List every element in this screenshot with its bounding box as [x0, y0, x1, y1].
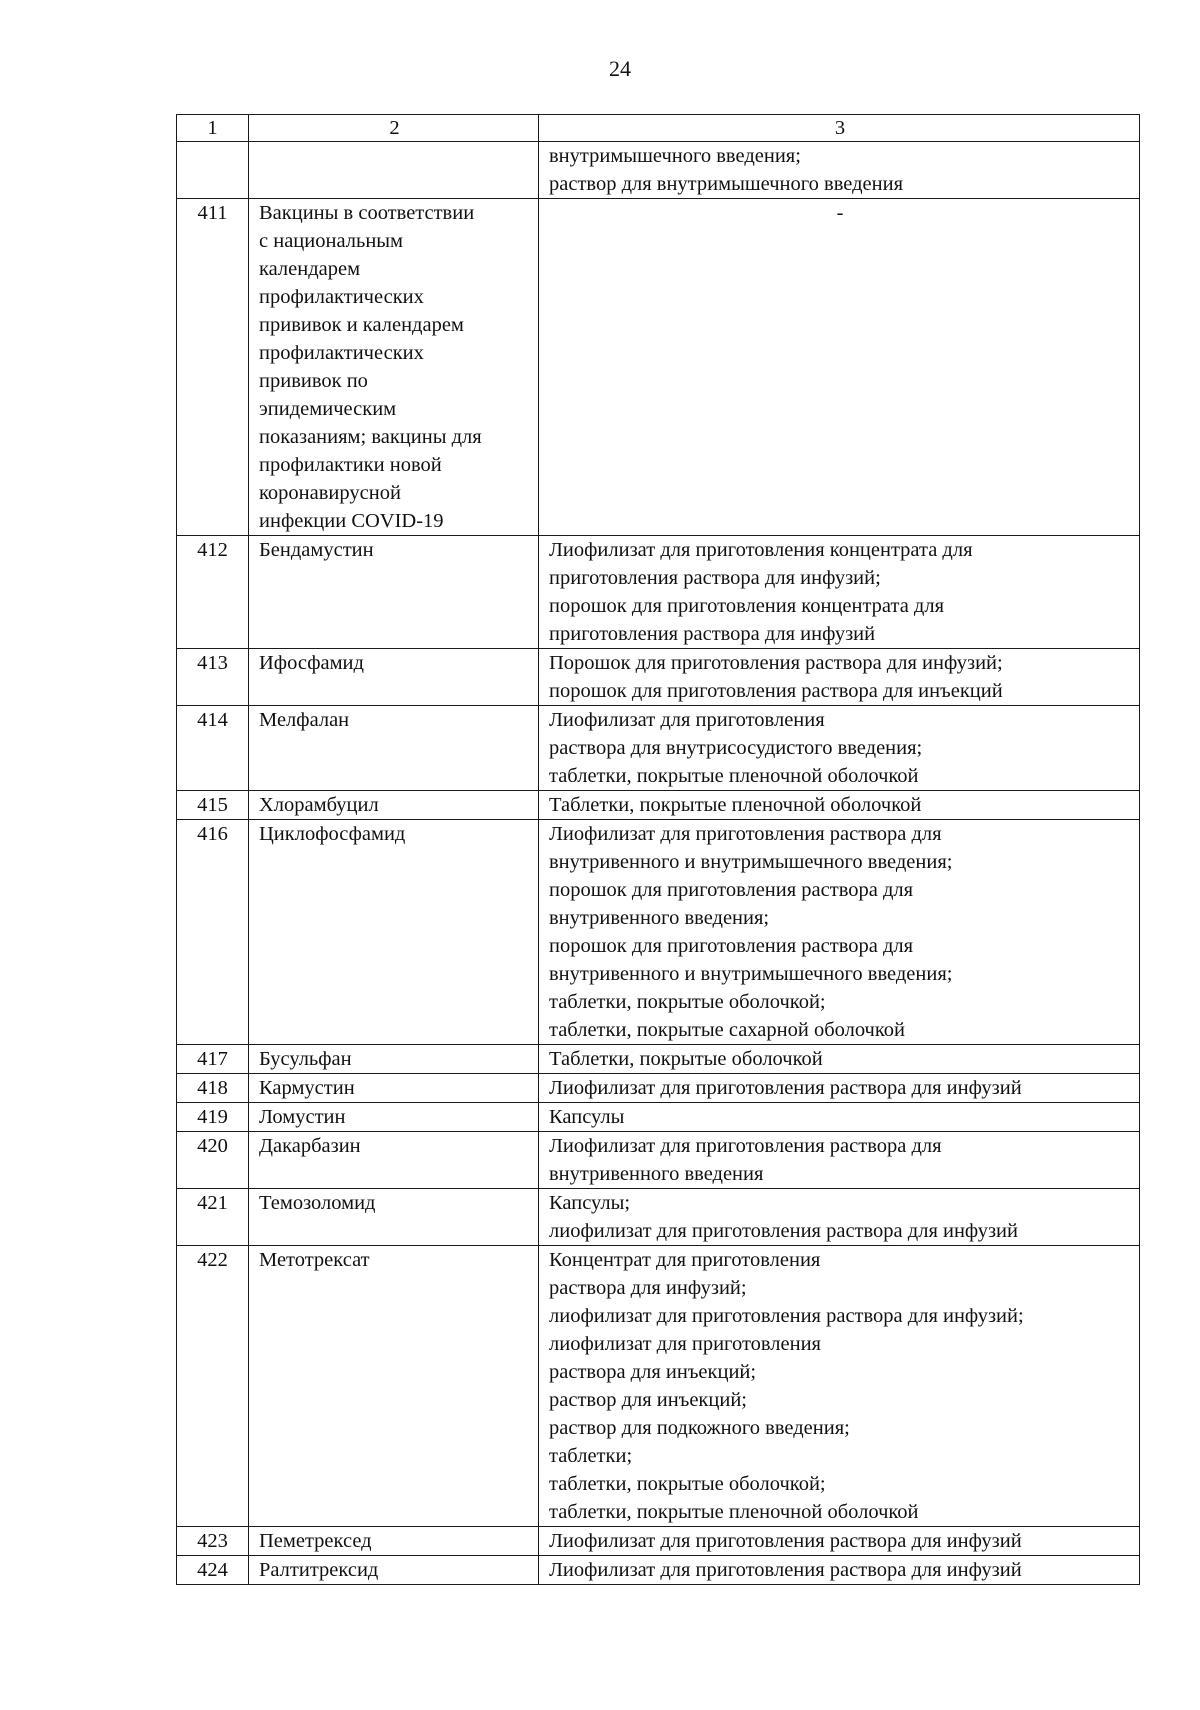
dosage-forms-cell — [539, 1556, 1140, 1585]
medicine-name-cell — [249, 1074, 539, 1103]
dosage-form-line: порошок для приготовления раствора для — [549, 935, 914, 957]
medicine-name-cell — [249, 1556, 539, 1585]
table-body — [177, 142, 1140, 1585]
dosage-form-line: Лиофилизат для приготовления раствора для — [549, 823, 942, 845]
row-number: 412 — [197, 539, 228, 561]
dosage-forms-cell — [539, 1527, 1140, 1556]
row-number: 421 — [197, 1192, 228, 1214]
dosage-form-line: внутривенного введения; — [549, 907, 770, 929]
medicine-name-cell — [249, 142, 539, 199]
column-header-3: 3 — [539, 115, 1140, 142]
medicine-name-line: Ифосфамид — [259, 652, 364, 674]
row-number: 423 — [197, 1530, 228, 1552]
dosage-forms-cell — [539, 820, 1140, 1045]
medicine-name-cell — [249, 1189, 539, 1246]
dosage-form-line: - — [836, 202, 844, 224]
dosage-form-line: Таблетки, покрытые оболочкой — [549, 1048, 823, 1070]
dosage-form-line: раствор для подкожного введения; — [549, 1417, 850, 1439]
table-row — [177, 649, 1140, 706]
row-number-cell — [177, 820, 249, 1045]
dosage-form-line: Лиофилизат для приготовления раствора для инфузий — [549, 1559, 1022, 1581]
dosage-form-line: раствора для инфузий; — [549, 1277, 747, 1299]
medicine-name-cell — [249, 820, 539, 1045]
dosage-forms-cell — [539, 142, 1140, 199]
row-number-cell — [177, 1246, 249, 1527]
dosage-form-line: Лиофилизат для приготовления раствора для — [549, 1135, 942, 1157]
table-row — [177, 1556, 1140, 1585]
row-number-cell — [177, 649, 249, 706]
dosage-form-line: таблетки, покрытые оболочкой; — [549, 1473, 826, 1495]
row-number-cell — [177, 1132, 249, 1189]
row-number-cell — [177, 1074, 249, 1103]
medicine-name-line: Вакцины в соответствии — [259, 202, 475, 224]
medicine-name-cell — [249, 1132, 539, 1189]
dosage-form-line: раствор для внутримышечного введения — [549, 173, 904, 195]
table-header-row — [177, 115, 1140, 142]
row-number: 416 — [197, 823, 228, 845]
medicine-name-line: показаниям; вакцины для — [259, 426, 482, 448]
dosage-form-line: внутривенного и внутримышечного введения; — [549, 851, 953, 873]
dosage-forms-cell — [539, 649, 1140, 706]
table-row — [177, 199, 1140, 536]
medicine-name-line: Бендамустин — [259, 539, 374, 561]
row-number: 422 — [197, 1249, 228, 1271]
dosage-form-line: внутривенного введения — [549, 1163, 764, 1185]
medicine-name-cell — [249, 706, 539, 791]
medicine-name-line: инфекции COVID-19 — [259, 510, 444, 532]
medicine-name-line: с национальным — [259, 230, 404, 252]
dosage-form-line: таблетки, покрытые сахарной оболочкой — [549, 1019, 906, 1041]
table-row — [177, 536, 1140, 649]
dosage-form-line: Лиофилизат для приготовления раствора для инфузий — [549, 1530, 1022, 1552]
row-number-cell — [177, 1103, 249, 1132]
dosage-form-line: Таблетки, покрытые пленочной оболочкой — [549, 794, 922, 816]
dosage-form-line: раствора для внутрисосудистого введения; — [549, 737, 923, 759]
dosage-form-line: раствор для инъекций; — [549, 1389, 747, 1411]
dosage-forms-cell — [539, 1074, 1140, 1103]
row-number-cell — [177, 1556, 249, 1585]
medicine-name-line: профилактических — [259, 342, 424, 364]
medicines-table — [176, 114, 1140, 1585]
row-number: 418 — [197, 1077, 228, 1099]
medicine-name-line: Дакарбазин — [259, 1135, 361, 1157]
dosage-form-line: Порошок для приготовления раствора для инфузий; — [549, 652, 1003, 674]
dosage-forms-cell — [539, 791, 1140, 820]
table-row — [177, 791, 1140, 820]
dosage-form-line: лиофилизат для приготовления раствора для инфузий — [549, 1220, 1018, 1242]
table-row — [177, 706, 1140, 791]
row-number-cell — [177, 142, 249, 199]
table-row — [177, 1246, 1140, 1527]
page-number: 24 — [609, 56, 631, 81]
table-row — [177, 1527, 1140, 1556]
medicine-name-line: профилактических — [259, 286, 424, 308]
dosage-forms-cell — [539, 1246, 1140, 1527]
dosage-forms-cell — [539, 1103, 1140, 1132]
medicine-name-line: Бусульфан — [259, 1048, 352, 1070]
row-number: 414 — [197, 709, 228, 731]
table-row — [177, 1103, 1140, 1132]
medicine-name-line: коронавирусной — [259, 482, 401, 504]
medicine-name-cell — [249, 649, 539, 706]
medicine-name-line: прививок и календарем — [259, 314, 464, 336]
row-number-cell — [177, 791, 249, 820]
dosage-form-line: приготовления раствора для инфузий — [549, 623, 876, 645]
medicine-name-line: Пеметрексед — [259, 1530, 372, 1552]
dosage-form-line: Капсулы — [549, 1106, 625, 1128]
medicine-name-line: Хлорамбуцил — [259, 794, 379, 816]
dosage-form-line: лиофилизат для приготовления — [549, 1333, 821, 1355]
medicine-name-line: календарем — [259, 258, 361, 280]
dosage-form-line: внутривенного и внутримышечного введения; — [549, 963, 953, 985]
dosage-form-line: лиофилизат для приготовления раствора для инфузий; — [549, 1305, 1024, 1327]
dosage-form-line: таблетки, покрытые пленочной оболочкой — [549, 1501, 919, 1523]
column-header-2: 2 — [249, 115, 539, 142]
medicine-name-line: прививок по — [259, 370, 368, 392]
row-number: 415 — [197, 794, 228, 816]
dosage-form-line: Лиофилизат для приготовления раствора для инфузий — [549, 1077, 1022, 1099]
dosage-form-line: Лиофилизат для приготовления — [549, 709, 825, 731]
table-row — [177, 142, 1140, 199]
table-row — [177, 1074, 1140, 1103]
dosage-forms-cell — [539, 706, 1140, 791]
row-number: 413 — [197, 652, 228, 674]
dosage-forms-cell — [539, 1045, 1140, 1074]
row-number: 417 — [197, 1048, 228, 1070]
medicine-name-cell — [249, 1246, 539, 1527]
dosage-form-line: таблетки, покрытые оболочкой; — [549, 991, 826, 1013]
dosage-form-line: приготовления раствора для инфузий; — [549, 567, 881, 589]
row-number-cell — [177, 1045, 249, 1074]
row-number: 420 — [197, 1135, 228, 1157]
dosage-form-line: Капсулы; — [549, 1192, 631, 1214]
row-number: 419 — [197, 1106, 228, 1128]
dosage-forms-cell — [539, 1132, 1140, 1189]
dosage-form-line: таблетки; — [549, 1445, 633, 1467]
medicine-name-line: Кармустин — [259, 1077, 355, 1099]
dosage-forms-cell — [539, 199, 1140, 536]
medicine-name-line: Мелфалан — [259, 709, 350, 731]
table-row — [177, 1045, 1140, 1074]
medicine-name-cell — [249, 1045, 539, 1074]
dosage-form-line: Концентрат для приготовления — [549, 1249, 821, 1271]
medicine-name-line: Темозоломид — [259, 1192, 376, 1214]
dosage-form-line: порошок для приготовления раствора для — [549, 879, 914, 901]
dosage-form-line: порошок для приготовления концентрата для — [549, 595, 945, 617]
row-number-cell — [177, 1189, 249, 1246]
medicine-name-line: Циклофосфамид — [259, 823, 406, 845]
row-number-cell — [177, 706, 249, 791]
medicine-name-cell — [249, 1527, 539, 1556]
dosage-forms-cell — [539, 1189, 1140, 1246]
table-row — [177, 1189, 1140, 1246]
medicine-name-line: Ломустин — [259, 1106, 346, 1128]
table-row — [177, 1132, 1140, 1189]
medicine-name-cell — [249, 1103, 539, 1132]
dosage-form-line: внутримышечного введения; — [549, 145, 801, 167]
row-number-cell — [177, 199, 249, 536]
dosage-form-line: таблетки, покрытые пленочной оболочкой — [549, 765, 919, 787]
medicine-name-line: профилактики новой — [259, 454, 442, 476]
row-number: 424 — [197, 1559, 228, 1581]
row-number: 411 — [197, 202, 228, 224]
medicine-name-line: Ралтитрексид — [259, 1559, 379, 1581]
row-number-cell — [177, 1527, 249, 1556]
dosage-form-line: Лиофилизат для приготовления концентрата для — [549, 539, 973, 561]
dosage-forms-cell — [539, 536, 1140, 649]
medicine-name-line: Метотрексат — [259, 1249, 370, 1271]
medicine-name-line: эпидемическим — [259, 398, 397, 420]
dosage-form-line: порошок для приготовления раствора для инъекций — [549, 680, 1003, 702]
dosage-form-line: раствора для инъекций; — [549, 1361, 757, 1383]
column-header-1: 1 — [177, 115, 249, 142]
table-row — [177, 820, 1140, 1045]
medicine-name-cell — [249, 791, 539, 820]
row-number-cell — [177, 536, 249, 649]
medicine-name-cell — [249, 199, 539, 536]
medicine-name-cell — [249, 536, 539, 649]
